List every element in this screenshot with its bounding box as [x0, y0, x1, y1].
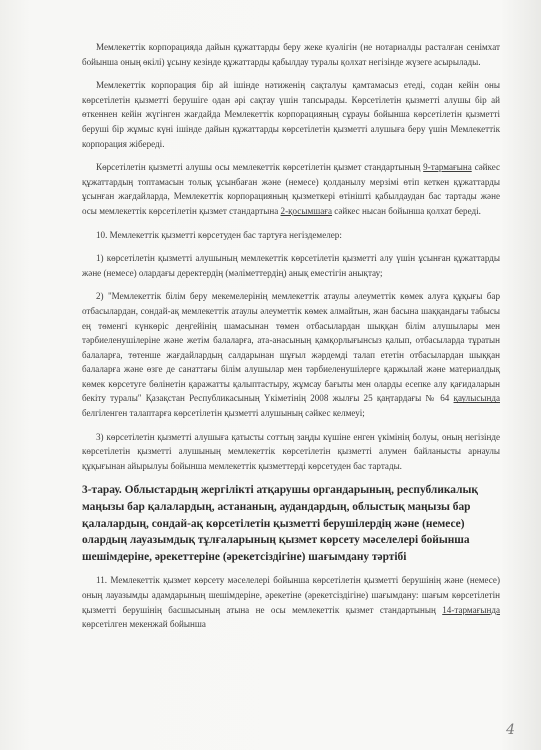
- paragraph-refusal-ground-2-part-b: белгіленген талаптарға көрсетілетін қызметті алушының сәйкес келмеуі;: [82, 408, 365, 419]
- document-body: [82, 40, 500, 632]
- page-number: 4: [506, 722, 515, 738]
- paragraph-appeal-procedure: [82, 573, 500, 631]
- link-clause-14[interactable]: 14-тармағында: [442, 604, 500, 615]
- paragraph-refusal-ground-3: 3) көрсетілетін қызметті алушыға қатысты соттың заңды күшіне енген үкімінің болуы, оның негізінде көрсетілетін қызметті алушының мемлекеттік көрсетілетін қызметті алумен байланысты арнаулы құқығынан айырылуы бойынша мемлекеттік қызметтерді көрсетуден бас тартады.: [82, 431, 500, 471]
- link-resolution[interactable]: қаулысында: [453, 393, 500, 404]
- paragraph-document-delivery: Мемлекеттік корпорацияда дайын құжаттарды беру жеке куәлігін (не нотариалды расталған сенімхат бойынша оның өкілі) ұсыну кезінде құжаттарды қабылдау туралы қолхат негізінде жүзеге асырылады.: [82, 42, 500, 67]
- paragraph-refusal-acceptance-part-c: сәйкес нысан бойынша қолхат береді.: [332, 205, 481, 216]
- paragraph-refusal-ground-2-part-a: 2) "Мемлекеттік білім беру мекемелерінің мемлекеттік атаулы әлеуметтік көмек алуға құқығы бар отбасылардан, сондай-ақ мемлекеттік атаулы әлеуметтік көмек алмайтын, жан басына шаққандағы табысы ең төменгі күнкөріс деңгейінің шамасынан төмен отбасылардан шыққан білім алушылары мен тәрбиеленушілеріне және жетім балаларға, ата-анасының қамқорлығынсыз қалып, отбасыларда тұратын балаларға, төтенше жағдайлардың салдарынан шұғыл жәрдемді талап ететін отбасылардан шыққан балаларға және өзге де санаттағы білім алушылар мен тәрбиеленушілерге қаржылай және материалдық көмек көрсетуге бөлінетін қаражатты қалыптастыру, жұмсау бағыты мен оларды есепке алу қағидаларын бекіту туралы" Қазақстан Республикасының Үкіметінің 2008 жылғы 25 қаңтардағы № 64: [82, 291, 500, 404]
- link-clause-9[interactable]: 9-тармағына: [423, 162, 472, 173]
- paragraph-result-storage: Мемлекеттік корпорация бір ай ішінде нәтиженің сақталуы қамтамасыз етеді, содан кейін оны көрсетілетін қызметті берушіге одан әрі сақтау үшін тапсырады. Көрсетілетін қызметті алушы бір ай өткеннен кейін жүгінген жағдайда Мемлекеттік корпорацияның сұрауы бойынша көрсетілетін қызметті беруші бір жұмыс күні ішінде дайын құжаттарды көрсетілетін қызметті алушыға беру үшін Мемлекеттік корпорация жібереді.: [82, 80, 500, 149]
- chapter-3-heading: 3-тарау. Облыстардың жергілікті атқарушы органдарының, республикалық маңызы бар қалалардың, астананың, аудандардың, облыстық маңызы бар қалалардың, сондай-ақ көрсетілетін қызметті берушілердің және (немесе) олардың лауазымдық тұлғаларының қызмет көрсету мәселелері бойынша шешімдеріне, әрекеттеріне (әрекетсіздігіне) шағымдану тәртібі: [82, 484, 478, 563]
- paragraph-appeal-procedure-part-a: 11. Мемлекеттік қызмет көрсету мәселелері бойынша көрсетілетін қызметті берушінің және (немесе) оның лауазымды адамдарының шешімдеріне, әрекетіне (әрекетсіздігіне) шағымдану: шағым көрсетілетін қызметті берушінің басшысының атына не осы мемлекеттік қызмет стандартының: [82, 575, 500, 615]
- paragraph-refusal-ground-1: 1) көрсетілетін қызметті алушының мемлекеттік көрсетілетін қызметті алу үшін ұсынған құжаттарды және (немесе) олардағы деректердің (мәліметтердің) анық еместігін анықтау;: [82, 253, 500, 278]
- paragraph-refusal-grounds-title: 10. Мемлекеттік қызметті көрсетуден бас тартуға негіздемелер:: [96, 229, 342, 240]
- link-appendix-2[interactable]: 2-қосымшаға: [280, 205, 333, 216]
- paragraph-refusal-acceptance-part-b: сәйкес құжаттардың топтамасын толық ұсынбаған және (немесе) қолданылу мерзімі өтіп кеткен құжаттарды ұсынған жағдайларда, Мемлекеттік корпорацияның қызметкері өтінішті қабылдаудан бас тартады және осы мемлекеттік көрсетілетін қызмет стандартына: [82, 162, 501, 216]
- paragraph-refusal-acceptance-part-a: Көрсетілетін қызметті алушы осы мемлекеттік көрсетілетін қызмет стандартының: [96, 162, 424, 173]
- paragraph-refusal-acceptance: [82, 160, 500, 218]
- paragraph-appeal-procedure-part-b: көрсетілген мекенжай бойынша: [82, 619, 206, 630]
- paragraph-refusal-ground-2: [82, 289, 500, 420]
